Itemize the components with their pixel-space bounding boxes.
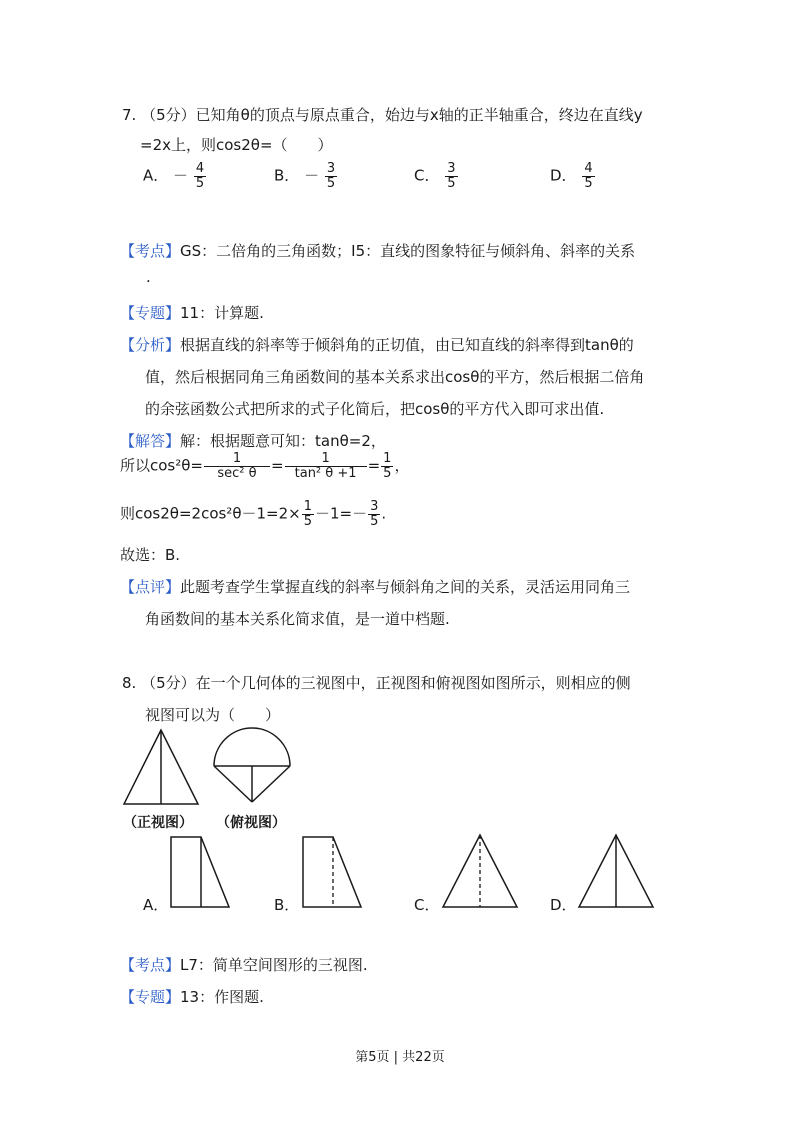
- kaodian-tag: 【考点】: [120, 956, 181, 974]
- q8-option-d-label: D．: [550, 896, 577, 914]
- q8-option-c-label: C．: [414, 896, 440, 914]
- top-view-figure: [210, 722, 294, 806]
- jieda-text: 解：根据题意可知：tanθ=2，: [180, 432, 386, 450]
- q7-solution-line1: [120, 452, 409, 480]
- top-view-semicircle: [214, 728, 290, 766]
- dianping-line: 此题考查学生掌握直线的斜率与倾斜角之间的关系，灵活运用同角三: [180, 578, 631, 596]
- q7-kaodian-dot: .: [146, 268, 151, 286]
- sol-fraction: $\frac{3}{5}$: [370, 499, 379, 529]
- kaodian-text: L7：简单空间图形的三视图.: [180, 956, 368, 974]
- q8-stem-line2: 视图可以为（ ）: [145, 706, 281, 724]
- fenxi-tag: 【分析】: [120, 336, 181, 354]
- option-fraction: $\frac{3}{5}$: [447, 161, 456, 191]
- sol-fraction: $\frac{1}{5}$: [383, 451, 392, 481]
- q7-stem-text: （5分）已知角θ的顶点与原点重合，始边与x轴的正半轴重合，终边在直线y: [141, 106, 643, 124]
- q8-option-a-label: A．: [143, 896, 169, 914]
- fenxi-line: 根据直线的斜率等于倾斜角的正切值，由已知直线的斜率得到tanθ的: [180, 336, 634, 354]
- q8-option-b-figure: [300, 834, 364, 910]
- option-fraction: $\frac{3}{5}$: [326, 161, 336, 191]
- page-footer: 第5页 | 共22页: [355, 1050, 445, 1065]
- q7-number: 7.: [122, 106, 137, 124]
- q7-solution-line2: [120, 500, 386, 528]
- q7-zhuanti: [120, 302, 264, 323]
- q8-stem-text: （5分）在一个几何体的三视图中，正视图和俯视图如图所示，则相应的侧: [141, 674, 631, 692]
- q8-zhuanti: [120, 986, 264, 1007]
- sol-text: 则cos2θ=2cos²θ－1=2×: [120, 504, 301, 523]
- fenxi-line: 值，然后根据同角三角函数间的基本关系求出cosθ的平方，然后根据二倍角: [145, 368, 645, 386]
- kaodian-text: GS：二倍角的三角函数；I5：直线的图象特征与倾斜角、斜率的关系: [180, 242, 636, 260]
- q8-stem-line1: [122, 672, 631, 693]
- kaodian-tag: 【考点】: [120, 242, 181, 260]
- sol-text: =: [367, 456, 381, 475]
- option-b-shape: [303, 837, 361, 907]
- zhuanti-text: 11：计算题.: [180, 304, 264, 322]
- option-fraction: $\frac{4}{5}$: [195, 161, 205, 191]
- q7-answer: 故选：B.: [120, 546, 181, 564]
- q7-option-c: [414, 162, 459, 190]
- q8-number: 8.: [122, 674, 137, 692]
- sol-text: .: [381, 504, 387, 523]
- option-a-shape: [171, 837, 229, 907]
- q7-kaodian: [120, 240, 635, 261]
- sol-text: =: [271, 456, 284, 475]
- q7-option-a: [143, 162, 207, 190]
- sol-fraction: $\frac{1}{5}$: [303, 499, 313, 529]
- option-sign: －: [304, 166, 320, 185]
- front-view-label: （正视图）: [123, 815, 193, 831]
- q7-dianping: [120, 576, 630, 597]
- option-letter: D．: [550, 166, 577, 185]
- option-letter: A．: [143, 166, 169, 185]
- sol-fraction: $\frac{1}{\text{sec² θ}}$: [204, 452, 270, 480]
- sol-text: ，: [394, 456, 410, 475]
- option-letter: C．: [414, 166, 440, 185]
- q8-kaodian: [120, 954, 368, 975]
- sol-fraction: $\frac{1}{\text{tan² θ +1}}$: [285, 452, 367, 480]
- q7-option-d: [550, 162, 596, 190]
- dianping-line: 角函数间的基本关系化简求值，是一道中档题.: [145, 610, 450, 628]
- option-sign: －: [173, 166, 189, 185]
- zhuanti-tag: 【专题】: [120, 988, 181, 1006]
- sol-text: －1=－: [315, 504, 368, 523]
- top-view-left-edge: [214, 766, 252, 802]
- q7-stem-line2: =2x上，则cos2θ=（ ）: [140, 136, 333, 154]
- fenxi-line: 的余弦函数公式把所求的式子化简后，把cosθ的平方代入即可求出值.: [145, 400, 605, 418]
- top-view-label: （俯视图）: [216, 815, 286, 831]
- option-letter: B．: [274, 166, 300, 185]
- dianping-tag: 【点评】: [120, 578, 181, 596]
- front-view-figure: [120, 726, 202, 808]
- top-view-right-edge: [252, 766, 290, 802]
- q8-option-d-figure: [576, 832, 656, 910]
- q7-option-b: [274, 162, 338, 190]
- option-fraction: $\frac{4}{5}$: [584, 161, 593, 191]
- zhuanti-tag: 【专题】: [120, 304, 181, 322]
- q7-fenxi: [120, 334, 634, 355]
- q7-jieda: [120, 430, 386, 451]
- q7-stem-line1: [122, 104, 643, 125]
- sol-text: 所以cos²θ=: [120, 456, 203, 475]
- q8-option-b-label: B．: [274, 896, 300, 914]
- zhuanti-text: 13：作图题.: [180, 988, 264, 1006]
- jieda-tag: 【解答】: [120, 432, 181, 450]
- q8-option-a-figure: [168, 834, 232, 910]
- q8-option-c-figure: [440, 832, 520, 910]
